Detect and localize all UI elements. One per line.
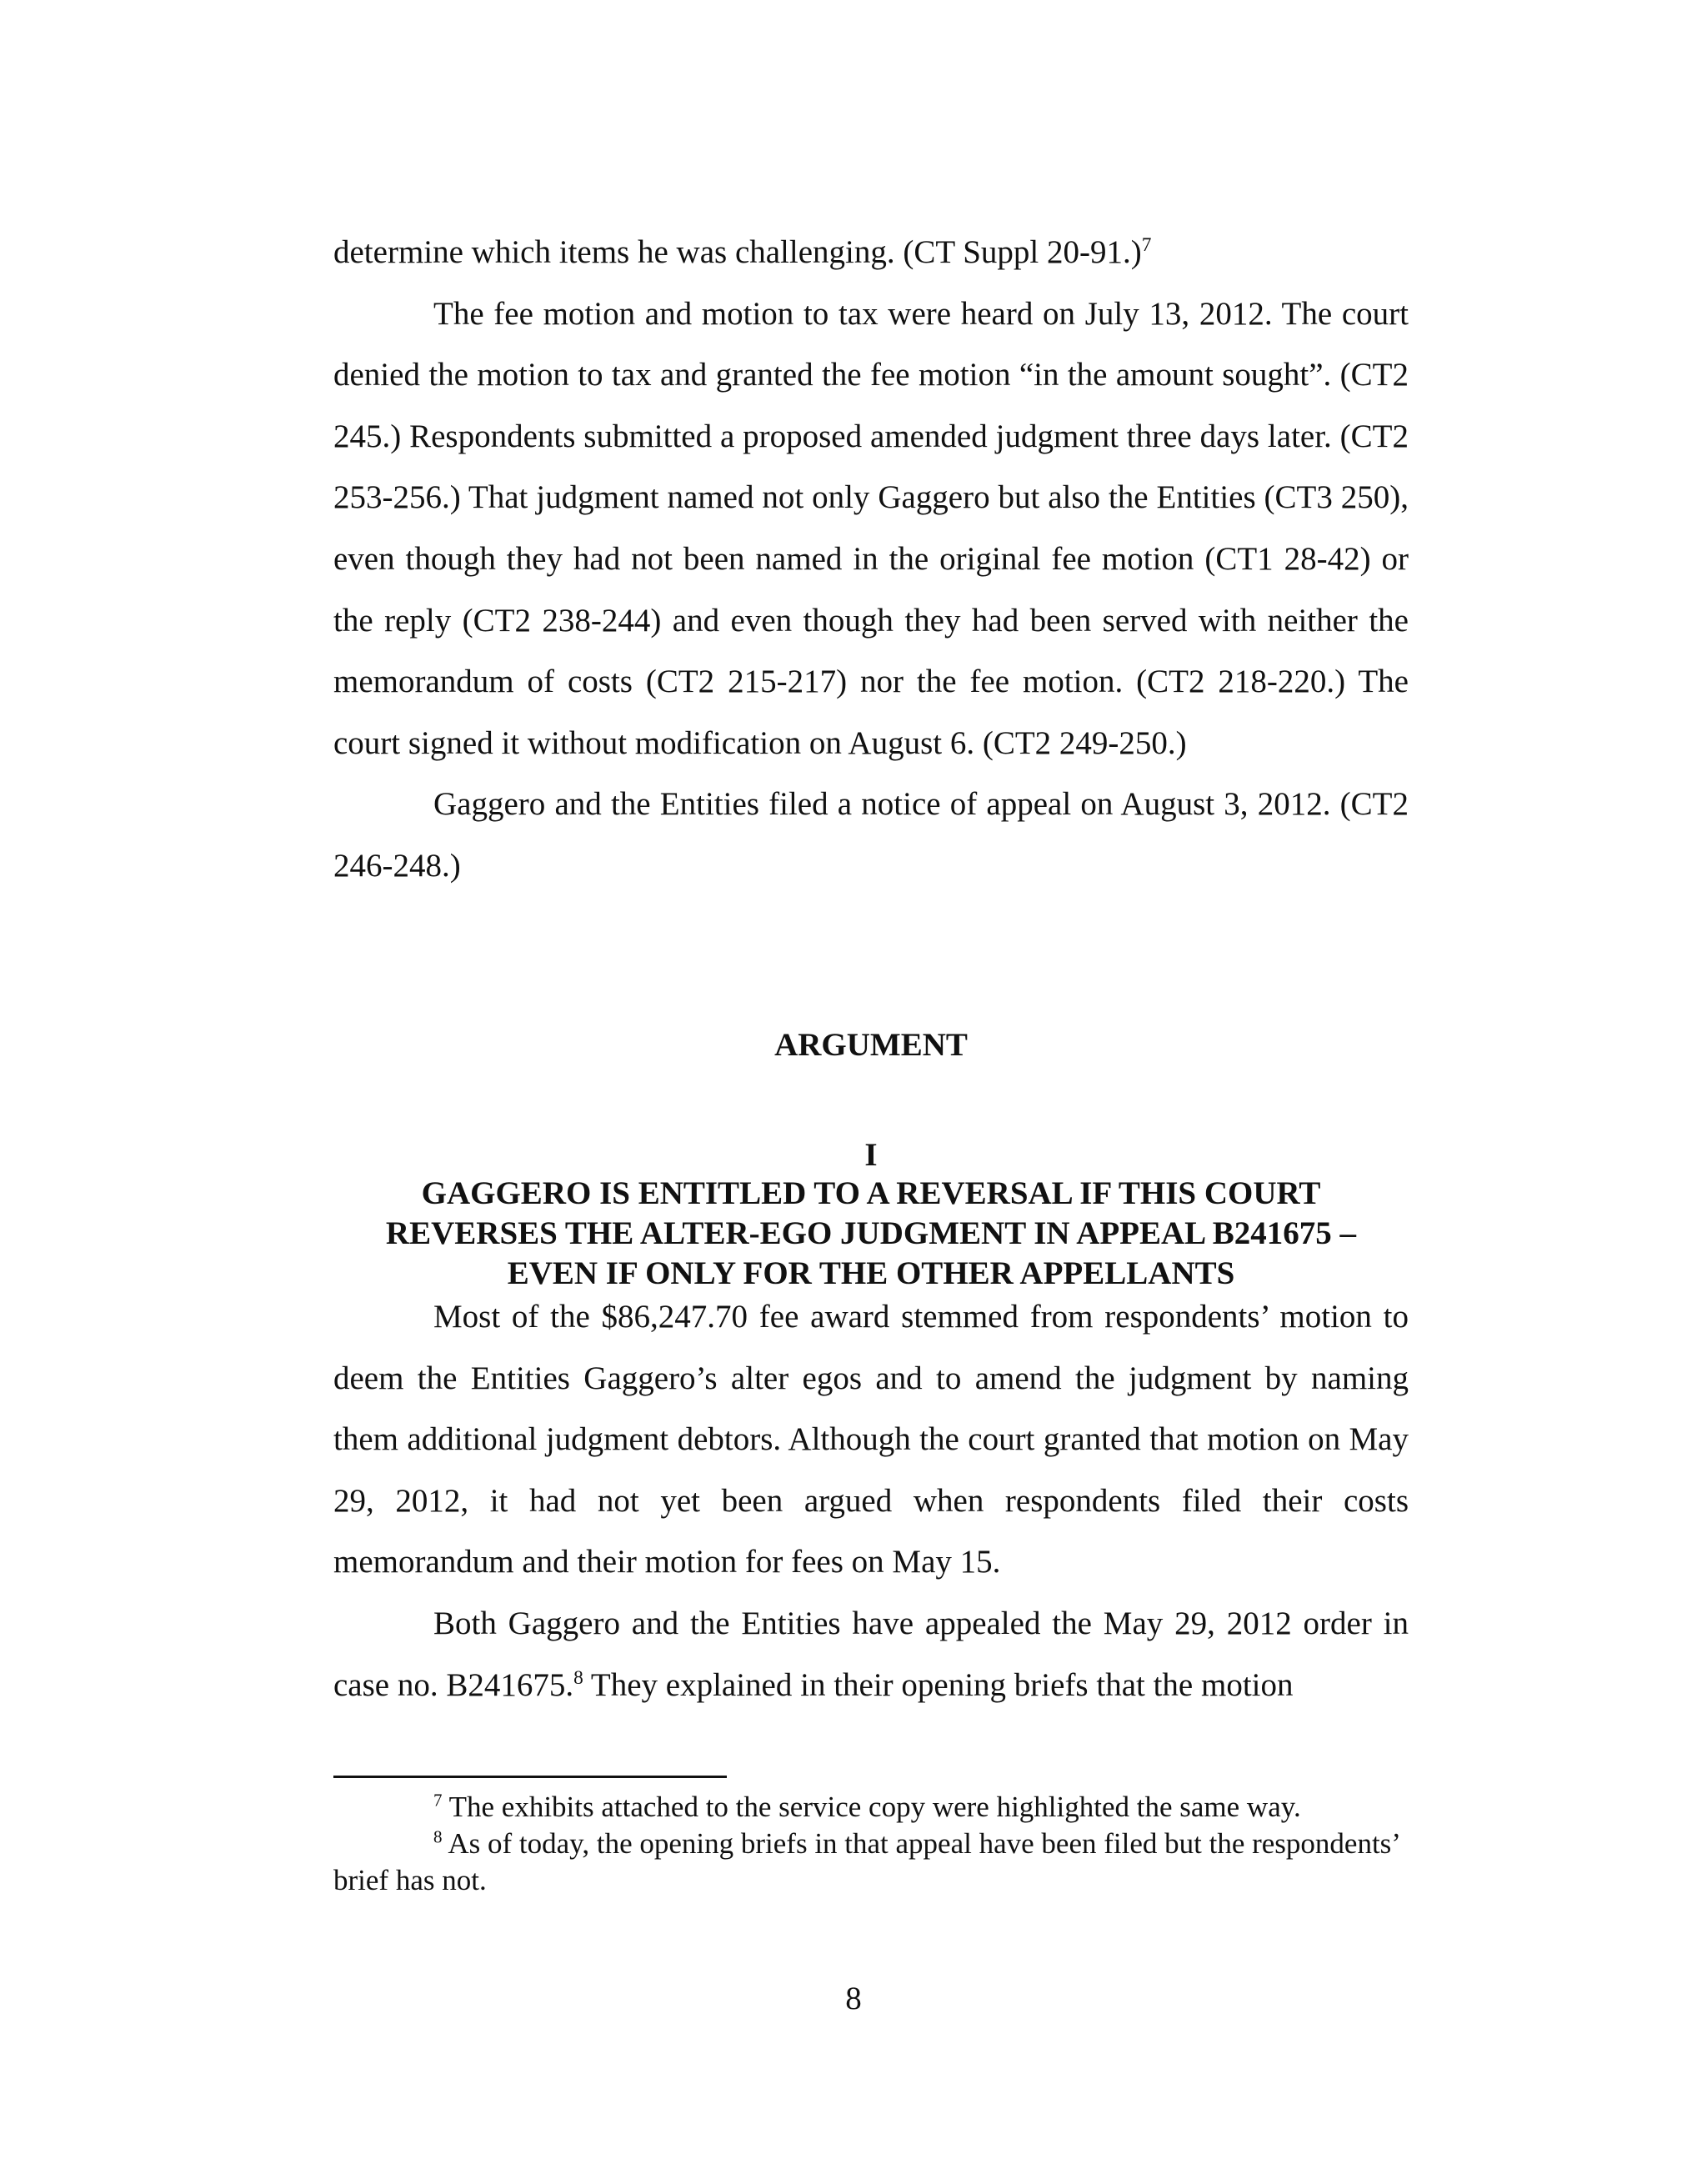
section-title-line: REVERSES THE ALTER-EGO JUDGMENT IN APPEAL B241675 –: [385, 1215, 1357, 1251]
paragraph-hearing: The fee motion and motion to tax were heard on July 13, 2012. The court denied the motion to tax and granted the fee motion “in the amount sought”. (CT2 245.) Respondents submitted a proposed amended judgment three days later. (CT2 253-256.) That judgment named not only Gaggero but also the Entities (CT3 250), even though they had not been named in the original fee motion (CT1 28-42) or the reply (CT2 238-244) and even though they had been served with neither the memorandum of costs (CT2 215-217) nor the fee motion. (CT2 218-220.) The court signed it without modification on August 6. (CT2 249-250.): [333, 295, 1409, 761]
body-text-bottom: [333, 1286, 1409, 1716]
footnote-7: [333, 1789, 1409, 1826]
paragraph-text: They explained in their opening briefs that the motion: [583, 1666, 1294, 1703]
paragraph-fee-award: Most of the $86,247.70 fee award stemmed from respondents’ motion to deem the Entities Gaggero’s alter egos and to amend the judgment by naming them additional judgment debtors. Although the court granted that motion on May 29, 2012, it had not yet been argued when respondents filed their costs memorandum and their motion for fees on May 15.: [333, 1299, 1409, 1580]
paragraph-text: Both Gaggero and the Entities have appealed the May 29, 2012 order in case no. B241675.: [333, 1605, 1409, 1703]
paragraph-text: determine which items he was challenging. (CT Suppl 20-91.): [333, 234, 1142, 270]
footnote-number: 7: [433, 1790, 443, 1811]
footnote-ref-7: 7: [1141, 234, 1152, 256]
footnote-text: As of today, the opening briefs in that appeal have been filed but the respondents’ brief has not.: [333, 1827, 1399, 1896]
footnotes: [333, 1789, 1409, 1899]
footnote-text: The exhibits attached to the service copy were highlighted the same way.: [442, 1791, 1301, 1823]
page-number: 8: [845, 1981, 862, 2016]
footnote-8: [333, 1826, 1409, 1899]
footnote-ref-8: 8: [573, 1666, 583, 1689]
paragraph-appeal: [333, 1593, 1409, 1716]
footnote-number: 8: [433, 1826, 443, 1847]
section-number: I: [864, 1137, 878, 1173]
body-text-top: [333, 222, 1409, 897]
argument-heading: ARGUMENT: [774, 1027, 968, 1063]
section-title-line: GAGGERO IS ENTITLED TO A REVERSAL IF THIS COURT: [421, 1175, 1321, 1211]
paragraph-continuation: [333, 222, 1409, 283]
section-title: [333, 1174, 1409, 1294]
section-title-line: EVEN IF ONLY FOR THE OTHER APPELLANTS: [507, 1255, 1235, 1291]
footnote-separator: [333, 1776, 727, 1778]
paragraph-notice-of-appeal: Gaggero and the Entities filed a notice of appeal on August 3, 2012. (CT2 246-248.): [333, 786, 1409, 884]
